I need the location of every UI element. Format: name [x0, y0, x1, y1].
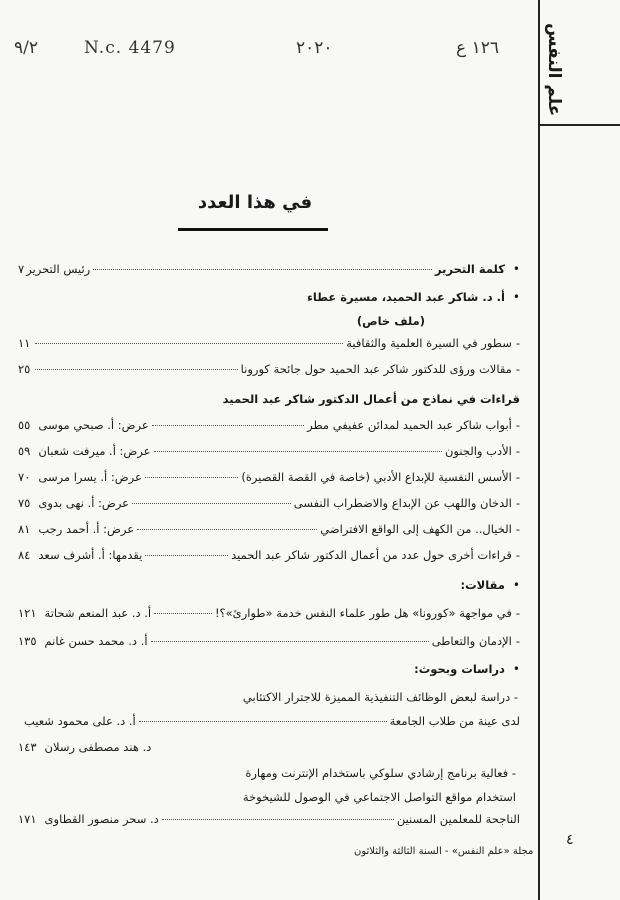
- toc-author: د. هند مصطفى رسلان: [44, 740, 152, 754]
- toc-item[interactable]: [18, 714, 520, 736]
- toc-title: مقالات ورؤى للدكتور شاكر عبد الحميد حول جائحة كورونا: [240, 362, 512, 376]
- toc-title: قراءات أخرى حول عدد من أعمال الدكتور شاكر عبد الحميد: [231, 548, 512, 562]
- toc-item-author: [18, 740, 520, 762]
- section-heading-readings: قراءات في نماذج من أعمال الدكتور شاكر عبد الحميد: [222, 392, 520, 406]
- handwritten-archive-number: N.c. 4479: [84, 38, 176, 58]
- toc-item[interactable]: [18, 634, 520, 656]
- dash: -: [515, 336, 520, 350]
- dash: -: [515, 548, 520, 562]
- dash: -: [515, 634, 520, 648]
- toc-page: ٥٥: [18, 418, 31, 432]
- bullet: •: [512, 262, 520, 276]
- toc-presenter: عرض: أ. ميرفت شعبان: [38, 444, 151, 458]
- dot-leader: [35, 343, 343, 344]
- handwritten-note-left: ٩/٢: [14, 38, 38, 58]
- toc-author: أ. د. محمد حسن غانم: [44, 634, 148, 648]
- toc-page: ٨٤: [18, 548, 31, 562]
- section-articles: [18, 578, 520, 600]
- toc-title: كلمة التحرير: [434, 262, 505, 276]
- toc-page: ٨١: [18, 522, 31, 536]
- toc-item[interactable]: [18, 470, 520, 492]
- dot-leader: [137, 529, 317, 530]
- sidebar-divider: [538, 0, 540, 900]
- toc-item[interactable]: [18, 336, 520, 358]
- toc-item[interactable]: [18, 812, 520, 834]
- toc-page: ٥٩: [18, 444, 31, 458]
- toc-honoree-names: أ. د. شاكر عبد الحميد، مسيرة عطاء: [306, 290, 505, 304]
- dash: -: [515, 362, 520, 376]
- dot-leader: [154, 451, 442, 452]
- dot-leader: [162, 819, 394, 820]
- sidebar-title-rule: [538, 124, 620, 126]
- bullet: •: [512, 662, 520, 676]
- toc-editorial[interactable]: [18, 262, 520, 284]
- toc-page: ١٢١: [18, 606, 37, 620]
- toc-presenter: يقدمها: أ. أشرف سعد: [38, 548, 143, 562]
- toc-author: رئيس التحرير: [26, 262, 91, 276]
- dot-leader: [132, 503, 291, 504]
- toc-item[interactable]: [18, 548, 520, 570]
- toc-item[interactable]: [18, 362, 520, 384]
- toc-title: أبواب شاكر عبد الحميد لمدائن عفيفي مطر: [307, 418, 512, 432]
- toc-item[interactable]: [18, 496, 520, 518]
- toc-page: ٧٥: [18, 496, 31, 510]
- page-number: ٤: [566, 832, 574, 848]
- section-heading-studies: دراسات وبحوث:: [414, 662, 505, 676]
- dash: -: [515, 418, 520, 432]
- study2-title-line2[interactable]: استخدام مواقع التواصل الاجتماعي في الوصول للشيخوخة: [242, 790, 516, 804]
- toc-presenter: عرض: أ. أحمد رجب: [38, 522, 135, 536]
- dot-leader: [93, 269, 432, 270]
- toc-page: ١٤٣: [18, 740, 37, 754]
- handwritten-issue: ١٢٦ ع: [456, 38, 499, 58]
- dot-leader: [151, 641, 429, 642]
- study1-title-line1[interactable]: - دراسة لبعض الوظائف التنفيذية المميزة للاجترار الاكتئابي: [242, 690, 518, 704]
- dash: -: [515, 470, 520, 484]
- dash: -: [515, 444, 520, 458]
- study1-title-line2: لدى عينة من طلاب الجامعة: [389, 714, 520, 728]
- journal-footer: مجلة «علم النفس» - السنة الثالثة والثلاثون: [354, 846, 534, 857]
- dot-leader: [145, 555, 228, 556]
- toc-title: سطور في السيرة العلمية والثقافية: [346, 336, 512, 350]
- dash: -: [515, 496, 520, 510]
- toc-page: ٢٥: [18, 362, 31, 376]
- section-heading-articles: مقالات:: [460, 578, 505, 592]
- dot-leader: [145, 477, 239, 478]
- dot-leader: [152, 425, 304, 426]
- toc-honoree-subtitle: (ملف خاص): [356, 314, 425, 328]
- toc-author: أ. د. عبد المنعم شحاتة: [44, 606, 152, 620]
- toc-title: الإدمان والتعاطى: [431, 634, 512, 648]
- bullet: •: [512, 578, 520, 592]
- sidebar: [538, 0, 620, 900]
- toc-item[interactable]: [18, 606, 520, 628]
- toc-page: ١١: [18, 336, 31, 350]
- toc-title: في مواجهة «كورونا» هل طور علماء النفس خدمة «طوارئ»؟!: [214, 606, 512, 620]
- toc-page: ٧: [18, 262, 25, 276]
- journal-title: علم النفس: [544, 23, 564, 117]
- bullet: •: [512, 290, 520, 304]
- title-underline: [178, 228, 328, 231]
- study2-title-line3: الناجحة للمعلمين المسنين: [396, 812, 520, 826]
- handwritten-year: ٢٠٢٠: [296, 38, 333, 58]
- section-studies: [18, 662, 520, 684]
- toc-item[interactable]: [18, 522, 520, 544]
- toc-presenter: عرض: أ. صبحي موسى: [38, 418, 149, 432]
- toc-title: الخيال.. من الكهف إلى الواقع الافتراضي: [320, 522, 512, 536]
- toc-honoree[interactable]: [18, 290, 520, 312]
- dash: -: [515, 522, 520, 536]
- toc-author: د. سحر منصور القطاوى: [44, 812, 159, 826]
- toc-title: الأدب والجنون: [444, 444, 512, 458]
- toc-page: ١٣٥: [18, 634, 37, 648]
- toc-presenter: عرض: أ. يسرا مرسى: [38, 470, 142, 484]
- toc-title: الأسس النفسية للإبداع الأدبي (خاصة في القصة القصيرة): [241, 470, 512, 484]
- study2-title-line1[interactable]: - فعالية برنامج إرشادي سلوكي باستخدام الإنترنت ومهارة: [245, 766, 516, 780]
- toc-page: ١٧١: [18, 812, 37, 826]
- dash: -: [515, 606, 520, 620]
- dot-leader: [154, 613, 212, 614]
- toc-item[interactable]: [18, 418, 520, 440]
- page-title: في هذا العدد: [197, 192, 313, 213]
- dot-leader: [35, 369, 237, 370]
- dot-leader: [139, 721, 387, 722]
- toc-title: الدخان واللهب عن الإبداع والاضطراب النفسى: [293, 496, 512, 510]
- toc-item[interactable]: [18, 444, 520, 466]
- toc-presenter: عرض: أ. نهى بدوى: [38, 496, 130, 510]
- toc-author: أ. د. على محمود شعيب: [24, 714, 136, 728]
- toc-page: ٧٠: [18, 470, 31, 484]
